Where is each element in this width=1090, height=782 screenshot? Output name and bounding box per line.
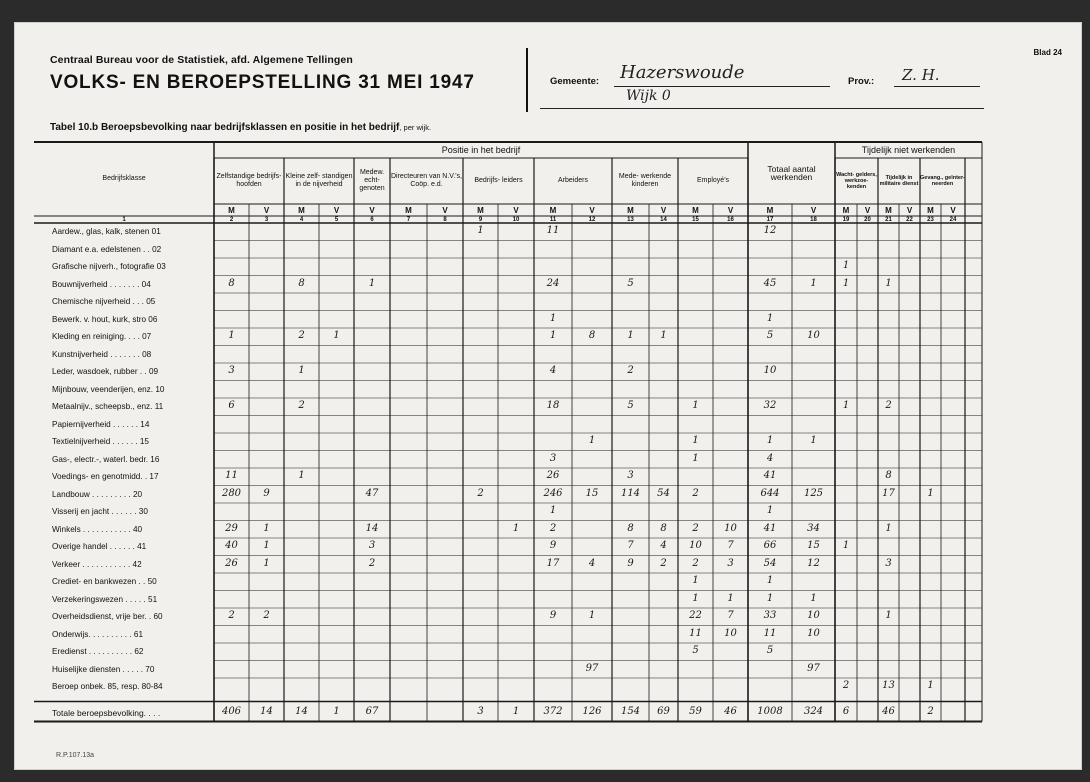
data-cell: 1 — [588, 610, 596, 621]
data-cell: 1 — [333, 330, 340, 341]
data-cell: 10 — [807, 330, 820, 341]
column-number: 16 — [727, 216, 734, 223]
data-cell: 34 — [807, 522, 820, 534]
data-cell: 33 — [763, 610, 777, 621]
data-cell: 7 — [727, 540, 734, 551]
data-cell: 1 — [927, 680, 934, 691]
data-cell: 246 — [543, 487, 563, 499]
total-cell: 372 — [543, 705, 563, 717]
total-cell: 6 — [842, 705, 850, 717]
total-cell: 126 — [582, 705, 602, 717]
data-cell: 40 — [225, 540, 238, 551]
data-cell: 2 — [549, 522, 557, 534]
group-header: Directeuren van N.V.'s, Coöp. e.d. — [390, 173, 463, 188]
row-label: Aardew., glas, kalk, stenen 01 — [52, 227, 161, 236]
sheet-number: Blad 24 — [1033, 48, 1062, 57]
total-cell: 1008 — [757, 705, 783, 717]
data-cell: 3 — [228, 365, 235, 376]
column-number: 14 — [660, 216, 667, 223]
total-cell: 324 — [803, 705, 824, 717]
data-cell: 12 — [807, 557, 820, 569]
data-cell: 5 — [627, 277, 634, 289]
table-grid — [14, 22, 1082, 770]
data-cell: 18 — [546, 400, 560, 411]
mv-header: V — [333, 205, 340, 215]
row-label: Winkels . . . . . . . . . . . 40 — [52, 524, 143, 534]
column-number: 3 — [264, 216, 269, 223]
data-cell: 1 — [512, 522, 520, 534]
data-cell: 8 — [298, 277, 305, 289]
mv-header: M — [627, 205, 634, 215]
data-cell: 41 — [763, 522, 777, 534]
mv-header: V — [660, 205, 667, 215]
data-cell: 1 — [727, 592, 734, 604]
data-cell: 13 — [882, 680, 895, 691]
column-number: 17 — [766, 216, 774, 223]
column-number: 2 — [229, 216, 234, 223]
group-header: Mede- werkende kinderen — [618, 173, 672, 188]
data-cell: 54 — [657, 487, 670, 499]
data-cell: 644 — [760, 487, 780, 499]
organization-name: Centraal Bureau voor de Statistiek, afd. Algemene Tellingen — [50, 54, 353, 66]
data-cell: 2 — [885, 400, 892, 411]
data-cell: 1 — [842, 540, 850, 551]
data-cell: 10 — [807, 627, 820, 639]
group-header: Kleine zelf- standigen in de nijverheid — [285, 173, 353, 188]
data-cell: 1 — [810, 435, 817, 446]
data-cell: 1 — [588, 435, 596, 446]
data-cell: 2 — [477, 487, 484, 499]
data-cell: 54 — [763, 557, 777, 569]
data-cell: 1 — [298, 365, 305, 376]
data-cell: 3 — [727, 557, 734, 569]
row-label: Gas-, electr.-, waterl. bedr. 16 — [52, 454, 160, 464]
data-cell: 2 — [368, 557, 376, 569]
row-label: Kunstnijverheid . . . . . . . 08 — [52, 349, 152, 359]
data-cell: 1 — [298, 470, 305, 481]
data-cell: 22 — [689, 610, 702, 621]
data-cell: 1 — [842, 260, 850, 271]
bedrijfsklasse-header: Bedrijfsklasse — [102, 175, 146, 182]
data-cell: 32 — [763, 400, 777, 411]
data-cell: 2 — [692, 557, 699, 569]
data-cell: 9 — [627, 557, 634, 569]
data-cell: 10 — [763, 365, 777, 376]
total-cell: 46 — [882, 705, 895, 717]
data-cell: 17 — [882, 487, 895, 499]
mv-header: V — [810, 205, 817, 215]
row-label: Onderwijs. . . . . . . . . . 61 — [52, 629, 144, 639]
row-label: Visserij en jacht . . . . . . 30 — [52, 507, 148, 516]
data-cell: 1 — [810, 277, 817, 289]
row-label: Voedings- en genotmidd. . 17 — [52, 472, 159, 481]
row-label: Grafische nijverh., fotografie 03 — [52, 262, 166, 271]
total-cell: 1 — [333, 705, 340, 717]
data-cell: 47 — [365, 487, 379, 499]
column-number: 1 — [122, 216, 126, 223]
data-cell: 15 — [585, 487, 599, 499]
data-cell: 12 — [763, 225, 777, 236]
data-cell: 125 — [803, 487, 824, 499]
data-cell: 10 — [689, 540, 702, 551]
data-cell: 11 — [225, 470, 238, 481]
row-label: Metaalnijv., scheepsb., enz. 11 — [52, 402, 164, 411]
tijd-group-header: Gevang., geïnter- neerden — [920, 175, 965, 187]
column-number: 5 — [334, 216, 339, 223]
mv-header: M — [927, 205, 934, 215]
mv-header: M — [842, 205, 850, 215]
column-number: 4 — [299, 216, 304, 223]
mv-header: V — [950, 205, 956, 215]
column-number: 15 — [692, 216, 699, 223]
gemeente-label: Gemeente: — [550, 76, 600, 87]
column-number: 22 — [906, 216, 913, 223]
total-cell: 69 — [657, 705, 670, 717]
wijk-value: Wijk 0 — [626, 88, 671, 104]
data-cell: 7 — [727, 610, 734, 621]
column-number: 6 — [370, 216, 374, 223]
data-cell: 3 — [885, 557, 892, 569]
data-cell: 1 — [692, 435, 699, 446]
data-cell: 24 — [546, 277, 560, 289]
data-cell: 9 — [549, 610, 557, 621]
data-cell: 2 — [298, 400, 305, 411]
mv-header: M — [477, 205, 484, 215]
data-cell: 1 — [549, 505, 557, 516]
data-cell: 29 — [225, 522, 238, 534]
data-cell: 2 — [660, 557, 667, 569]
data-cell: 1 — [228, 330, 235, 341]
data-cell: 1 — [842, 277, 850, 289]
data-cell: 3 — [549, 452, 557, 464]
mv-header: V — [513, 205, 519, 215]
mv-header: M — [228, 205, 235, 215]
row-label: Bewerk. v. hout, kurk, stro 06 — [52, 314, 158, 324]
group-header: Bedrijfs- leiders — [474, 177, 523, 184]
column-number: 20 — [864, 216, 871, 223]
data-cell: 1 — [263, 557, 270, 569]
province-value: Z. H. — [902, 66, 940, 84]
table-title-main: Tabel 10.b Beroepsbevolking naar bedrijfsklassen en positie in het bedrijf — [50, 122, 400, 133]
mv-header: V — [727, 205, 734, 215]
census-form — [14, 22, 1082, 770]
column-number: 13 — [627, 216, 634, 223]
row-label: Chemische nijverheid . . . 05 — [52, 297, 156, 306]
data-cell: 2 — [692, 522, 699, 534]
mv-header: M — [766, 205, 774, 215]
group-header: Zelfstandige bedrijfs- hoofden — [216, 173, 282, 188]
data-cell: 8 — [660, 522, 667, 534]
data-cell: 8 — [588, 330, 596, 341]
total-cell: 154 — [620, 705, 641, 717]
mv-header: V — [906, 205, 913, 215]
total-cell: 406 — [221, 705, 242, 717]
column-number: 10 — [512, 216, 520, 223]
row-label: Verzekeringswezen . . . . . 51 — [52, 594, 158, 604]
form-code: R.P.107.13a — [56, 752, 95, 759]
data-cell: 11 — [763, 627, 777, 639]
row-label: Landbouw . . . . . . . . . 20 — [52, 489, 143, 499]
data-cell: 1 — [885, 522, 892, 534]
data-cell: 1 — [885, 610, 892, 621]
total-cell: 1 — [512, 705, 520, 717]
data-cell: 8 — [228, 277, 235, 289]
data-cell: 97 — [807, 662, 820, 674]
total-cell: 59 — [689, 705, 702, 717]
data-cell: 10 — [724, 627, 737, 639]
total-cell: 14 — [295, 705, 308, 717]
total-cell: 67 — [365, 705, 379, 717]
totaal-header: Totaal aantal werkenden — [767, 164, 816, 182]
data-cell: 10 — [724, 522, 737, 534]
data-cell: 15 — [807, 540, 820, 551]
row-label: Huiselijke diensten . . . . . 70 — [52, 664, 155, 674]
data-cell: 26 — [546, 470, 560, 481]
data-cell: 17 — [546, 557, 560, 569]
data-cell: 2 — [842, 680, 850, 691]
mv-header: M — [405, 205, 412, 215]
data-cell: 5 — [627, 400, 634, 411]
mv-header: V — [864, 205, 871, 215]
data-cell: 1 — [766, 435, 774, 446]
data-cell: 5 — [766, 330, 774, 341]
data-cell: 11 — [546, 225, 560, 236]
table-title-suffix: , per wijk. — [399, 123, 432, 132]
data-cell: 1 — [692, 575, 699, 586]
row-label: Crediet- en bankwezen . . 50 — [52, 577, 157, 586]
data-cell: 11 — [689, 627, 702, 639]
group-header: Employé's — [696, 177, 730, 184]
mv-header: V — [369, 205, 375, 215]
data-cell: 4 — [766, 452, 774, 464]
data-cell: 2 — [627, 365, 634, 376]
data-cell: 4 — [660, 540, 667, 551]
data-cell: 1 — [627, 330, 634, 341]
data-cell: 4 — [549, 365, 557, 376]
row-label: Bouwnijverheid . . . . . . . 04 — [52, 279, 151, 289]
data-cell: 2 — [263, 610, 270, 621]
data-cell: 41 — [763, 470, 777, 481]
data-cell: 14 — [365, 522, 379, 534]
mv-header: V — [442, 205, 448, 215]
data-cell: 1 — [263, 522, 270, 534]
tijd-group-header: Tijdelijk in militaire dienst — [879, 175, 919, 187]
totals-label: Totale beroepsbevolking. . . . — [52, 707, 161, 718]
data-cell: 1 — [766, 505, 774, 516]
tijdelijk-header: Tijdelijk niet werkenden — [861, 145, 956, 155]
data-cell: 5 — [766, 645, 774, 656]
data-cell: 5 — [692, 645, 699, 656]
data-cell: 1 — [368, 277, 376, 289]
row-label: Papiernijverheid . . . . . . 14 — [52, 419, 150, 429]
province-label: Prov.: — [848, 76, 875, 87]
data-cell: 1 — [766, 592, 774, 604]
data-cell: 97 — [585, 662, 599, 674]
data-cell: 8 — [885, 470, 892, 481]
data-cell: 1 — [810, 592, 817, 604]
data-cell: 2 — [298, 330, 305, 341]
row-label: Kleding en reiniging. . . . 07 — [52, 332, 152, 341]
row-label: Textielnijverheid . . . . . . 15 — [52, 437, 149, 446]
total-cell: 46 — [724, 705, 737, 717]
data-cell: 9 — [263, 487, 270, 499]
data-cell: 26 — [225, 557, 238, 569]
mv-header: M — [885, 205, 892, 215]
column-number: 18 — [810, 216, 817, 223]
census-title: VOLKS- EN BEROEPSTELLING 31 MEI 1947 — [50, 72, 475, 93]
data-cell: 2 — [692, 487, 699, 499]
data-cell: 114 — [620, 487, 641, 499]
column-number: 11 — [549, 216, 557, 223]
data-cell: 3 — [627, 470, 634, 481]
gemeente-value: Hazerswoude — [620, 62, 745, 83]
data-cell: 1 — [660, 330, 667, 341]
row-label: Overheidsdienst, vrije ber. . 60 — [52, 612, 163, 621]
data-cell: 1 — [927, 487, 934, 499]
data-cell: 45 — [763, 277, 777, 289]
row-label: Beroep onbek. 85, resp. 80-84 — [52, 682, 163, 691]
total-cell: 3 — [477, 705, 484, 717]
data-cell: 1 — [766, 312, 774, 324]
column-number: 23 — [927, 216, 934, 223]
group-header: Arbeiders — [558, 177, 588, 184]
column-number: 9 — [478, 216, 483, 223]
column-number: 24 — [949, 216, 957, 223]
total-cell: 2 — [927, 705, 934, 717]
mv-header: V — [263, 205, 270, 215]
data-cell: 6 — [228, 400, 235, 411]
column-number: 21 — [885, 216, 892, 223]
tijd-group-header: Wacht- gelders, werkzoe- kenden — [836, 172, 877, 190]
mv-header: M — [549, 205, 557, 215]
data-cell: 9 — [549, 540, 557, 551]
data-cell: 1 — [692, 400, 699, 411]
data-cell: 1 — [885, 277, 892, 289]
data-cell: 10 — [807, 610, 820, 621]
row-label: Leder, wasdoek, rubber . . 09 — [52, 367, 159, 376]
data-cell: 280 — [221, 487, 242, 499]
column-number: 12 — [588, 216, 596, 223]
mv-header: M — [298, 205, 305, 215]
data-cell: 1 — [766, 575, 774, 586]
mv-header: M — [692, 205, 699, 215]
row-label: Eredienst . . . . . . . . . . 62 — [52, 647, 144, 656]
data-cell: 1 — [263, 540, 270, 551]
data-cell: 7 — [627, 540, 634, 551]
data-cell: 1 — [692, 452, 699, 464]
column-number: 8 — [443, 216, 447, 223]
data-cell: 1 — [549, 312, 557, 324]
data-cell: 66 — [763, 540, 777, 551]
total-cell: 14 — [260, 705, 273, 717]
row-label: Overige handel . . . . . . 41 — [52, 542, 147, 551]
mv-header: V — [589, 205, 595, 215]
data-cell: 8 — [627, 522, 634, 534]
row-label: Verkeer . . . . . . . . . . . 42 — [52, 559, 142, 569]
data-cell: 2 — [228, 610, 235, 621]
data-cell: 1 — [842, 400, 850, 411]
group-header: Medew. echt- genoten — [359, 169, 385, 192]
data-cell: 3 — [368, 540, 376, 551]
data-cell: 1 — [692, 592, 699, 604]
data-cell: 1 — [477, 225, 484, 236]
row-label: Diamant e.a. edelstenen . . 02 — [52, 244, 162, 254]
column-number: 7 — [406, 216, 411, 223]
column-number: 19 — [842, 216, 850, 223]
row-label: Mijnbouw, veenderijen, enz. 10 — [52, 384, 165, 394]
positie-header: Positie in het bedrijf — [441, 145, 521, 155]
data-cell: 1 — [549, 330, 557, 341]
data-cell: 4 — [588, 557, 596, 569]
